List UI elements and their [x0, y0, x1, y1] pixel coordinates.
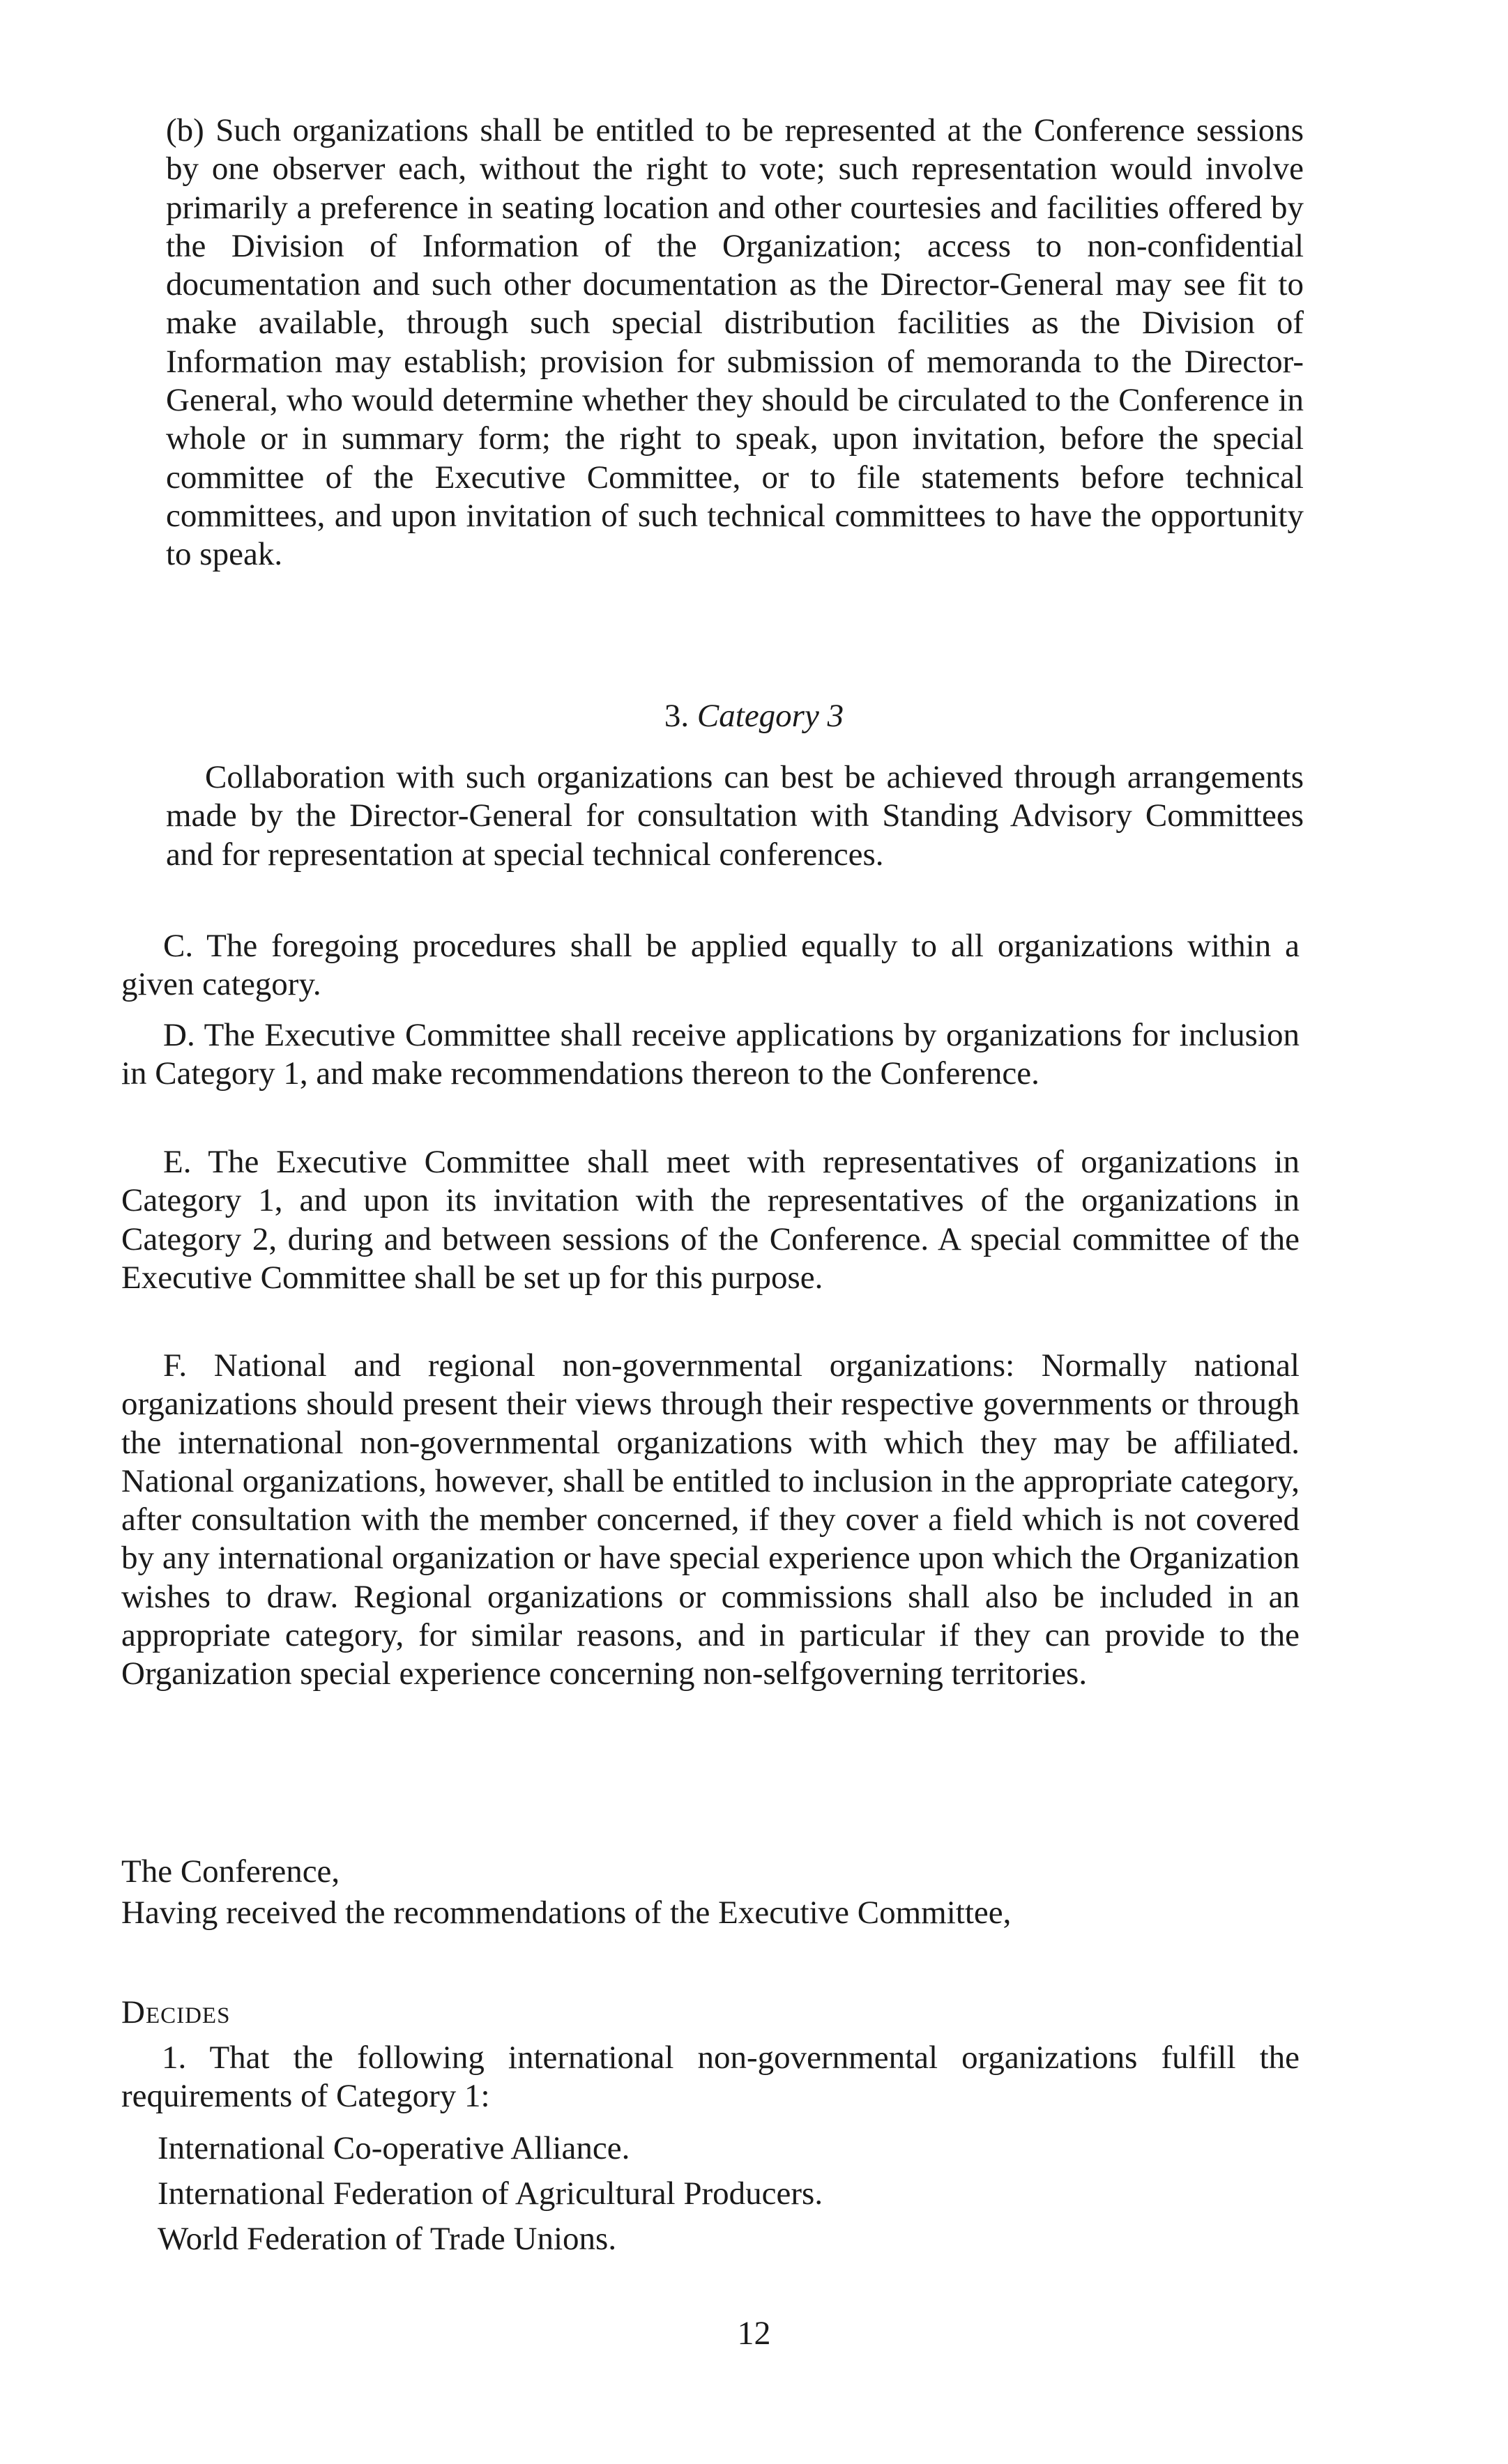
category-3-number: 3. [664, 698, 690, 734]
category-3-paragraph: Collaboration with such organizations can best be achieved through arrangements made by the Director-General for consultation with Standing Advisory Committees and for representation at special technical conferences. [166, 759, 1304, 873]
paragraph-b-representation: (b) Such organizations shall be entitled to be represented at the Conference sessions by one observer each, without the right to vote; such representation would involve primarily a preference in seating location and other courtesies and facilities offered by the Division of Information of the Organization; access to non-confidential documentation and such other documentation as the Director-General may see fit to make available, through such special distribution facilities as the Division of Information may establish; provision for submission of memoranda to the Director-General, who would determine whether they should be circulated to the Conference in whole or in summary form; the right to speak, upon invitation, before the special committee of the Executive Committee, or to file statements before technical committees, and upon invitation of such technical committees to have the opportunity to speak. [166, 112, 1304, 573]
page-number: 12 [737, 2315, 771, 2352]
paragraph-c: C. The foregoing procedures shall be applied equally to all organizations within a given category. [121, 928, 1300, 1003]
paragraph-f: F. National and regional non-governmental organizations: Normally national organizations should present their views through their respective governments or through the international non-governmental organizations with which they may be affiliated. National organizations, however, shall be entitled to inclusion in the appropriate category, after consultation with the member concerned, if they cover a field which is not covered by any international organization or have special experience upon which the Organization wishes to draw. Regional organizations or commissions shall also be included in an appropriate category, for similar reasons, and in particular if they can provide to the Organization special experience concerning non-selfgoverning territories. [121, 1347, 1300, 1692]
having-received-line: Having received the recommendations of the Executive Committee, [121, 1895, 1012, 1931]
organization-item: World Federation of Trade Unions. [158, 2221, 617, 2257]
decides-heading: Decides [121, 1994, 231, 2030]
paragraph-d: D. The Executive Committee shall receive applications by organizations for inclusion in Category 1, and make recommendations thereon to the Conference. [121, 1017, 1300, 1092]
organization-item: International Co-operative Alliance. [158, 2130, 630, 2166]
decision-item-1: 1. That the following international non-governmental organizations fulfill the requirements of Category 1: [121, 2040, 1300, 2115]
category-3-label: Category 3 [696, 698, 844, 734]
category-3-heading [0, 697, 1508, 735]
paragraph-e: E. The Executive Committee shall meet with representatives of organizations in Category 1, and upon its invitation with the representatives of the organizations in Category 2, during and between sessions of the Conference. A special committee of the Executive Committee shall be set up for this purpose. [121, 1144, 1300, 1296]
organization-item: International Federation of Agricultural Producers. [158, 2175, 823, 2212]
conference-line: The Conference, [121, 1853, 340, 1890]
